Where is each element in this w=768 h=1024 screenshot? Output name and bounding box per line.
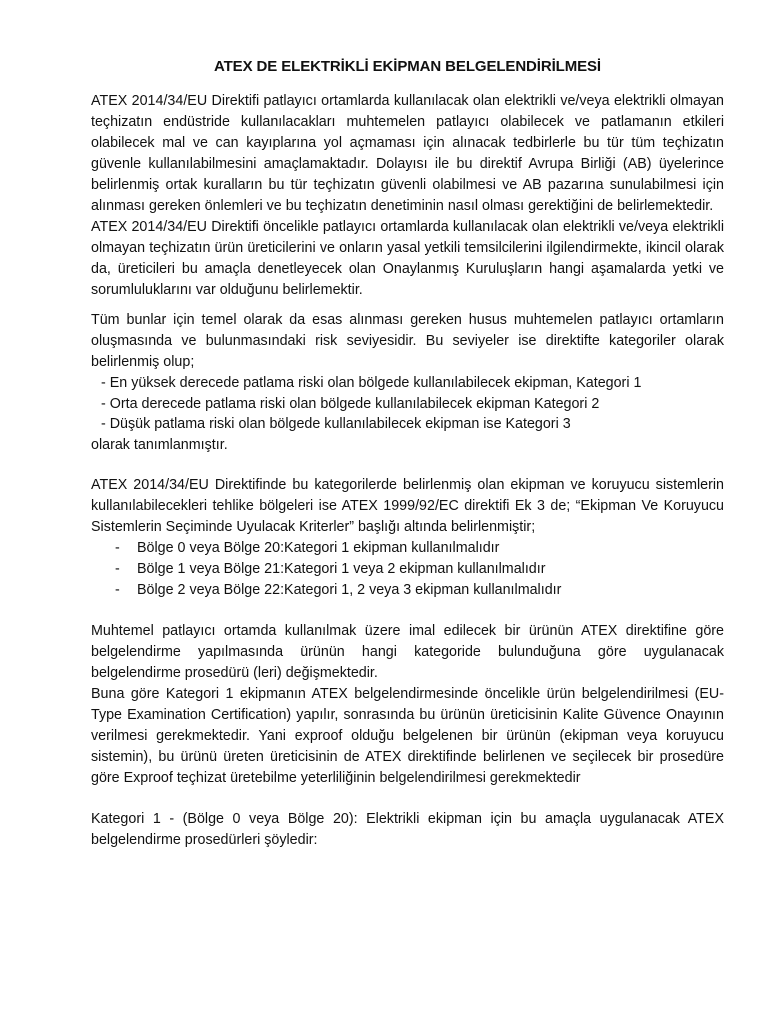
- list-dash: -: [115, 581, 120, 598]
- zone-item-text: Bölge 1 veya Bölge 21:Kategori 1 veya 2 ekipman kullanılmalıdır: [137, 560, 546, 577]
- category-1-item: - En yüksek derecede patlama riski olan bölgede kullanılabilecek ekipman, Kategori 1: [101, 375, 642, 391]
- category-3-item: - Düşük patlama riski olan bölgede kullanılabilecek ekipman ise Kategori 3: [101, 416, 571, 433]
- risk-paragraph-end: olarak tanımlanmıştır.: [91, 436, 228, 453]
- spacer: [91, 601, 724, 621]
- list-dash: -: [115, 560, 120, 577]
- category-2-item: - Orta derecede patlama riski olan bölgede kullanılabilecek ekipman Kategori 2: [101, 395, 600, 412]
- zone-item-text: Bölge 0 veya Bölge 20:Kategori 1 ekipman kullanılmalıdır: [137, 539, 500, 556]
- category-1-certification-paragraph: Buna göre Kategori 1 ekipmanın ATEX belgelendirmesinde öncelikle ürün belgelendirilmesi (EU-Type Examination Certification) yapılır, sonrasında bu ürünün üreticisinin Kalite Güvence Onayının verilmesi gerekmektedir. Yani exproof olduğu belgelenen bir ürünün (ekipman veya koruyucu sistemin), bu ürünü üreten üreticisinin de ATEX direktifinde belirlenen ve seçilecek bir prosedüre göre Exproof teçhizat üretebilme yeterliliğinin belgelendirilmesi gerekmektedir: [91, 685, 724, 786]
- procedure-paragraph: Muhtemel patlayıcı ortamda kullanılmak üzere imal edilecek bir ürünün ATEX direktifine göre belgelendirme yapılmasında ürünün hangi kategoride bulunduğuna göre uygulanacak belgelendirme prosedürü (leri) değişmektedir.: [91, 622, 724, 681]
- zone-list: [91, 538, 724, 601]
- risk-paragraph: Tüm bunlar için temel olarak da esas alınması gereken husus muhtemelen patlayıcı ortamların oluşmasında ve bulunmasındaki risk seviyesidir. Bu seviyeler ise direktifte kategoriler olarak belirlenmiş olup;: [91, 312, 724, 370]
- zones-paragraph: ATEX 2014/34/EU Direktifinde bu kategorilerde belirlenmiş olan ekipman ve koruyucu sistemlerin kullanılabilecekleri tehlike bölgeleri ise ATEX 1999/92/EC direktifi Ek 3 de; “Ekipman Ve Koruyucu Sistemlerin Seçiminde Uyulacak Kriterler” başlığı altında belirlenmiştir;: [91, 476, 724, 535]
- spacer: [91, 301, 724, 310]
- zone-item: [91, 580, 724, 601]
- zone-item: [91, 538, 724, 559]
- category-1-procedures-paragraph: Kategori 1 - (Bölge 0 veya Bölge 20): Elektrikli ekipman için bu amaçla uygulanacak ATEX belgelendirme prosedürleri şöyledir:: [91, 810, 724, 848]
- zone-item-text: Bölge 2 veya Bölge 22:Kategori 1, 2 veya 3 ekipman kullanılmalıdır: [137, 581, 562, 598]
- spacer: [91, 789, 724, 809]
- spacer: [91, 456, 724, 475]
- document-title: ATEX DE ELEKTRİKLİ EKİPMAN BELGELENDİRİLMESİ: [213, 58, 601, 75]
- list-dash: -: [115, 539, 120, 556]
- intro-paragraph: ATEX 2014/34/EU Direktifi patlayıcı ortamlarda kullanılacak olan elektrikli ve/veya elektrikli olmayan teçhizatın endüstride kullanılacakları muhtemelen patlayıcı olabilecek ve patlamanın etkileri olabilecek mal ve can kayıplarına yol açmaması için alınacak tedbirlerle bu tür tüm teçhizatın güvenle kullanılabilmesini amaçlamaktadır. Dolayısı ile bu direktif Avrupa Birliği (AB) üyelerince belirlenmiş ortak kuralların bu tür teçhizatın güvenli olabilmesi ve AB pazarına sunulabilmesi için alınması gereken önlemleri ve bu teçhizatın denetiminin nasıl olması gerektiğini de belirlemektedir.: [91, 93, 724, 214]
- scope-paragraph: ATEX 2014/34/EU Direktifi öncelikle patlayıcı ortamlarda kullanılacak olan elektrikli ve/veya elektrikli olmayan teçhizatın ürün üreticilerini ve onların yasal yetkili temsilcilerini ilgilendirmekte, ikincil olarak da, üreticileri bu amaçla denetleyecek olan Onaylanmış Kuruluşların hangi aşamalarda yetki ve sorumluluklarını var olduğunu belirlemektir.: [91, 219, 724, 298]
- zone-item: [91, 559, 724, 580]
